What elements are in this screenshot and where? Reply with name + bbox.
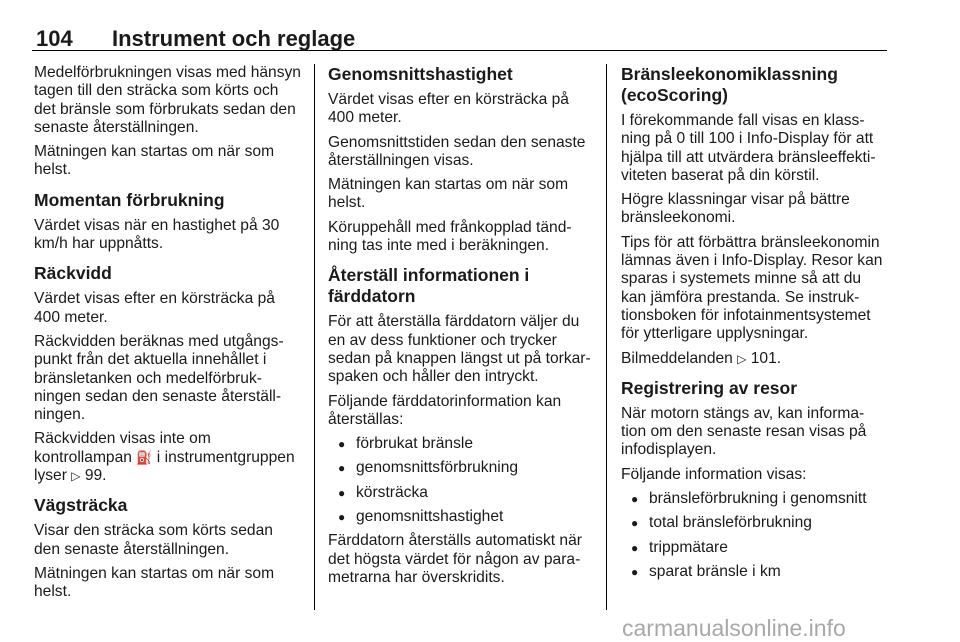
paragraph: Värdet visas efter en körsträcka på 400 meter. (34, 290, 275, 326)
paragraph: När motorn stängs av, kan informa-tion om den senaste resan visas på infodisplayen. (621, 404, 867, 459)
page-reference-arrow-icon: ▷ (71, 469, 81, 484)
list-item: ● förbrukat bränsle (328, 435, 596, 453)
paragraph: Mätningen kan startas om när som helst. (34, 564, 275, 601)
list-item: ● sparat bränsle i km (621, 563, 889, 581)
section-heading: Momentan förbrukning (34, 189, 225, 210)
paragraph: Värdet visas när en hastighet på 30 km/h har uppnåtts. (34, 216, 280, 253)
paragraph: Mätningen kan startas om när som helst. (328, 176, 569, 212)
paragraph: Visar den sträcka som körts sedan den senaste återställningen. (34, 522, 273, 558)
paragraph: Mätningen kan startas om när som helst. (34, 143, 275, 179)
paragraph: Följande färddatorinformation kan återställas: (328, 392, 562, 428)
paragraph: Räckvidden beräknas med utgångs-punkt från det aktuella innehållet i bränsletanken och medelförbruk-ningen sedan den senaste återställ-ningen. (34, 332, 284, 424)
list-item: ● total bränsleförbrukning (621, 514, 889, 532)
column-right (621, 64, 889, 587)
section-heading: Genomsnittshastighet (328, 64, 513, 84)
paragraph (34, 430, 302, 485)
paragraph: Följande information visas: (621, 465, 807, 483)
paragraph: Färddatorn återställs automatiskt när det högsta värdet för någon av para-metrarna har överskridits. (328, 532, 582, 586)
text-span: i instrumentgruppen lyser (34, 448, 295, 485)
column-left (34, 64, 302, 608)
bullet-list (328, 435, 596, 526)
page-reference-arrow-icon: ▷ (737, 351, 747, 366)
list-item: ● körsträcka (328, 484, 596, 502)
paragraph: Tips för att förbättra bränsleekonomin lämnas även i Info-Display. Resor kan sparas i systemets minne så att du kan jämföra prestanda. Se instruk-tionsboken för infotainmentsystemet för ytterligare upplysningar. (621, 233, 883, 343)
paragraph: Genomsnittstiden sedan den senaste återställningen visas. (328, 133, 586, 169)
page-reference[interactable]: 99. (80, 467, 107, 485)
paragraph: För att återställa färddatorn väljer du en av dess funktioner och trycker sedan på knappen längst ut på torkar-spaken och håller den intryckt. (328, 313, 591, 386)
list-item: ● bränsleförbrukning i genomsnitt (621, 490, 889, 508)
paragraph (621, 350, 889, 368)
list-item: ● genomsnittshastighet (328, 508, 596, 526)
section-heading: Bränsleekonomiklassning (ecoScoring) (621, 64, 838, 105)
section-heading: Räckvidd (34, 263, 112, 284)
section-heading: Vägsträcka (34, 495, 128, 516)
paragraph: Köruppehåll med frånkopplad tänd-ning tas inte med i beräkningen. (328, 218, 572, 255)
section-heading: Registrering av resor (621, 377, 798, 398)
fuel-lamp-icon: ⛽ (136, 449, 153, 465)
page-header (32, 24, 887, 51)
column-divider (606, 64, 607, 610)
column-middle (328, 64, 596, 593)
paragraph: I förekommande fall visas en klass-ning på 0 till 100 i Info-Display för att hjälpa till att utvärdera bränsleeffekti-viteten baserat på din körstil. (621, 112, 876, 184)
text-span: Räckvidden visas inte om kontrollampan (34, 430, 211, 466)
page-reference[interactable]: 101. (746, 349, 782, 367)
paragraph: Högre klassningar visar på bättre bränsleekonomi. (621, 191, 850, 227)
text-span: Bilmeddelanden (621, 349, 738, 367)
column-divider (314, 64, 315, 610)
page-number: 104 (36, 26, 73, 51)
paragraph: Medelförbrukningen visas med hänsyn tagen till den sträcka som körts och det bränsle som förbrukats sedan den senaste återställningen. (34, 64, 301, 136)
watermark: carmanualsonline.info (622, 615, 846, 641)
bullet-list (621, 490, 889, 581)
section-heading: Återställ informationen i färddatorn (328, 265, 530, 307)
list-item: ● genomsnittsförbrukning (328, 459, 596, 477)
page-title: Instrument och reglage (112, 26, 356, 51)
paragraph: Värdet visas efter en körsträcka på 400 meter. (328, 91, 569, 127)
list-item: ● trippmätare (621, 539, 889, 557)
